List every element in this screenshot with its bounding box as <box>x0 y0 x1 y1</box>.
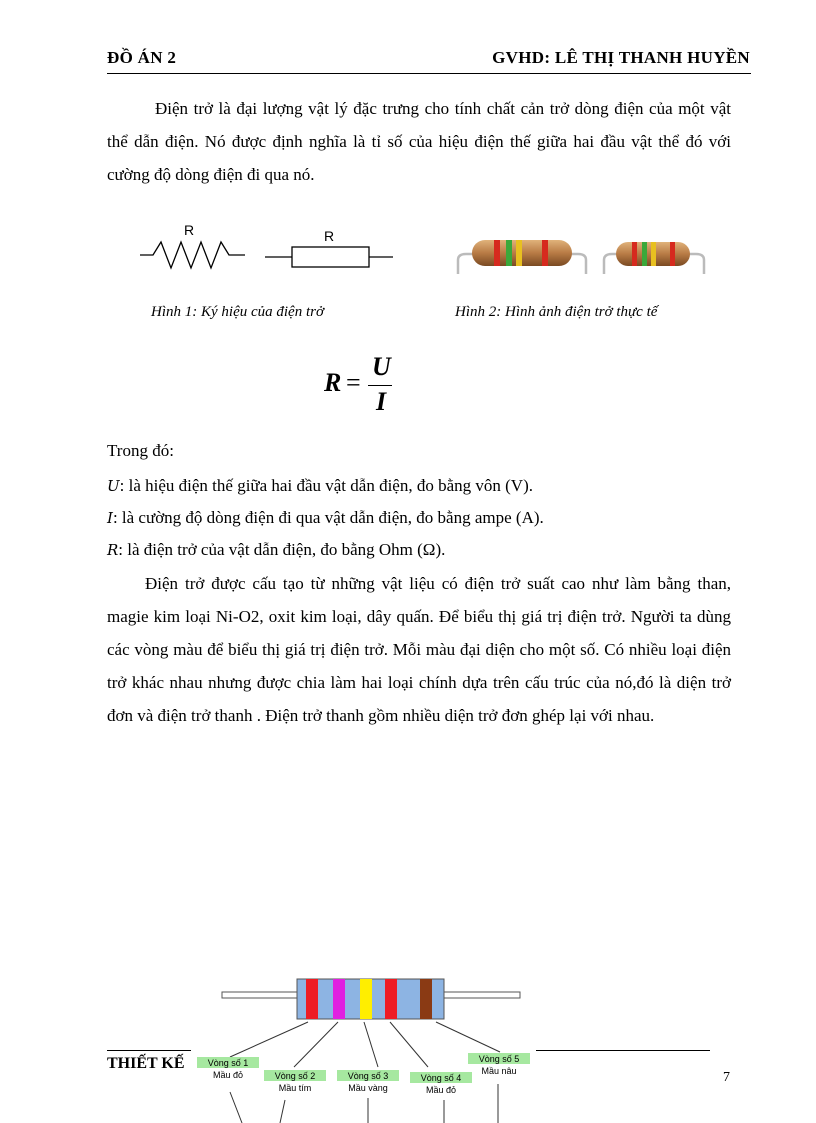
ring-label-5-title: Vòng số 5 <box>478 1054 520 1064</box>
formula-denominator: I <box>376 387 387 416</box>
color-code-diagram <box>180 972 560 1123</box>
ring-label-2-title: Vòng số 2 <box>274 1071 316 1081</box>
zigzag-resistor-symbol <box>140 242 245 268</box>
legend-u-text: : là hiệu điện thế giữa hai đầu vật dẫn điện, đo bằng vôn (V). <box>119 476 533 495</box>
ring-label-3-title: Vòng số 3 <box>347 1071 389 1081</box>
ring-label-4-color: Mầu đỏ <box>425 1085 457 1095</box>
color-band-5 <box>420 979 432 1019</box>
footer-text: THIẾT KẾ <box>107 1055 185 1072</box>
footer-rule-right <box>536 1050 710 1051</box>
formula-equals: = <box>346 368 361 397</box>
ring-label-1-color: Mầu đỏ <box>212 1070 244 1080</box>
ring-label-1 <box>197 1057 259 1080</box>
footer-rule-left <box>107 1050 191 1051</box>
resistor-photo-1 <box>458 240 586 274</box>
ohm-formula <box>324 352 434 416</box>
left-lead <box>222 992 298 998</box>
ring-label-1-title: Vòng số 1 <box>207 1058 249 1068</box>
ring-label-3-color: Mầu vàng <box>348 1083 388 1093</box>
ring-label-4-title: Vòng số 4 <box>420 1073 462 1083</box>
legend-r-line <box>107 540 445 560</box>
formula-numerator: U <box>372 352 391 381</box>
ring-label-3 <box>337 1070 399 1093</box>
ring-label-4 <box>410 1072 472 1095</box>
color-band-4 <box>385 979 397 1019</box>
ring-label-2-color: Mầu tím <box>278 1083 312 1093</box>
box-label: R <box>324 228 335 244</box>
legend-r-text: : là điện trở của vật dẫn điện, đo bằng Ohm (Ω). <box>118 540 446 559</box>
ring-label-5-color: Mầu nâu <box>481 1066 517 1076</box>
color-band-3 <box>360 979 372 1019</box>
legend-i-text: : là cường độ dòng điện đi qua vật dẫn điện, đo bằng ampe (A). <box>112 508 544 527</box>
ring-label-5 <box>468 1053 530 1076</box>
header-rule <box>107 73 751 74</box>
legend-title: Trong đó: <box>107 441 174 460</box>
figure-2-caption: Hình 2: Hình ảnh điện trở thực tế <box>455 304 658 320</box>
legend-i-line <box>107 508 544 528</box>
formula-lhs: R <box>324 368 342 397</box>
figure-1-caption: Hình 1: Ký hiệu của điện trở <box>151 304 324 320</box>
legend-u-var: U <box>107 477 120 495</box>
formula-fraction-bar <box>368 385 392 386</box>
resistor-photos-figure <box>452 228 712 278</box>
color-band-2 <box>333 979 345 1019</box>
intro-paragraph: Điện trở là đại lượng vật lý đặc trưng cho tính chất cản trở dòng điện của một vật thể dẫn điện. Nó được định nghĩa là tỉ số của hiệu điện thế giữa hai đầu vật thể đó với cường độ dòng điện đi qua nó. <box>107 99 731 184</box>
right-lead <box>444 992 520 998</box>
legend-i-var: I <box>107 509 113 527</box>
legend-u-line <box>107 476 533 496</box>
color-band-1 <box>306 979 318 1019</box>
header-left: ĐỒ ÁN 2 <box>107 48 177 67</box>
ring-label-2 <box>264 1070 326 1093</box>
page-number: 7 <box>723 1070 730 1085</box>
header-right: GVHD: LÊ THỊ THANH HUYỀN <box>492 48 750 67</box>
body-paragraph: Điện trở được cấu tạo từ những vật liệu có điện trở suất cao như làm bằng than, magie kim loại Ni-O2, oxit kim loại, dây quấn. Để biểu thị giá trị điện trở. Người ta dùng các vòng màu để biểu thị giá trị điện trở. Mỗi màu đại diện cho một số. Có nhiều loại điện trở khác nhau nhưng được chia làm hai loại chính dựa trên cấu trúc của nó,đó là diện trở đơn và điện trở thanh . Điện trở thanh gồm nhiều diện trở đơn ghép lại với nhau. <box>107 574 731 725</box>
zigzag-label: R <box>184 222 195 238</box>
resistor-photo-2 <box>604 242 704 274</box>
box-resistor-symbol <box>292 247 369 267</box>
resistor-symbols-figure <box>135 222 400 274</box>
legend-r-var: R <box>107 541 119 559</box>
